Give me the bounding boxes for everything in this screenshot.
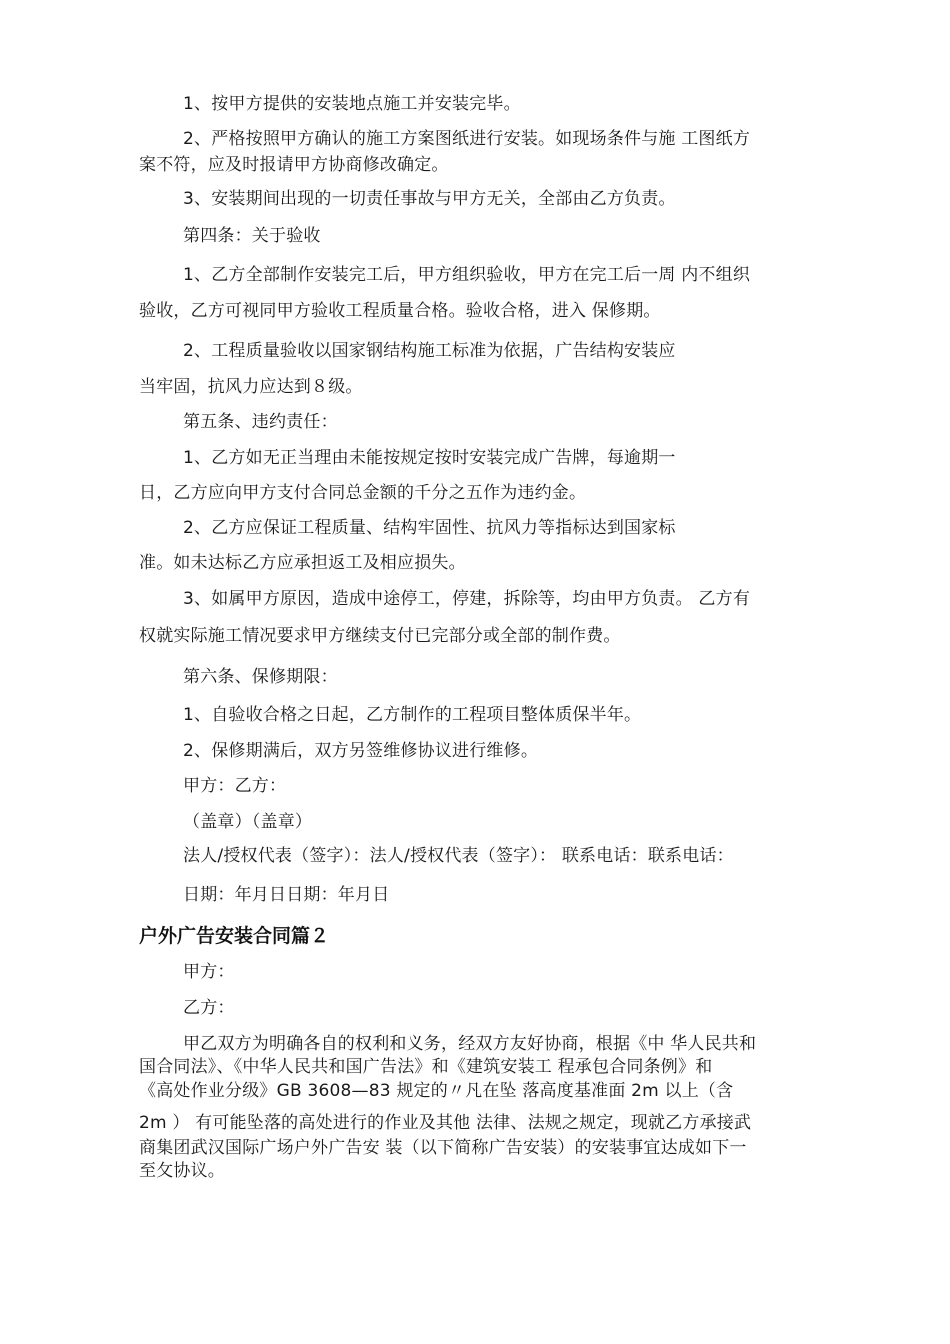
item-2-follow-drawings-line2: 案不符，应及时报请甲方协商修改确定。 [139,155,449,175]
article-6-p1: 1、自验收合格之日起，乙方制作的工程项目整体质保半年。 [183,705,642,725]
signature-seals: （盖章）（盖章） [183,812,313,832]
article-5-title: 第五条、违约责任： [183,412,338,432]
contract-2-intro-line3: 《高处作业分级》GB 3608—83 规定的〃凡在坠 落高度基准面 2m 以上（含 [139,1081,734,1101]
article-4-p2-line1: 2、工程质量验收以国家钢结构施工标准为依据，广告结构安装应 [183,341,676,361]
article-5-p1-line1: 1、乙方如无正当理由未能按规定按时安装完成广告牌，每逾期一 [183,448,676,468]
article-4-p1-line1: 1、乙方全部制作安装完工后，甲方组织验收，甲方在完工后一周 内不组织 [183,265,751,285]
article-5-p2-line1: 2、乙方应保证工程质量、结构牢固性、抗风力等指标达到国家标 [183,518,676,538]
contract-2-intro-line4: 2m ） 有可能坠落的高处进行的作业及其他 法律、法规之规定，现就乙方承接武 [139,1113,752,1133]
signature-dates: 日期：年月日日期：年月日 [183,885,390,905]
article-5-p1-line2: 日，乙方应向甲方支付合同总金额的千分之五作为违约金。 [139,483,587,503]
article-4-title: 第四条：关于验收 [183,226,321,246]
item-2-follow-drawings-line1: 2、严格按照甲方确认的施工方案图纸进行安装。如现场条件与施 工图纸方 [183,129,751,149]
contract-2-heading: 户外广告安装合同篇２ [139,925,330,947]
contract-2-party-b: 乙方： [183,998,235,1018]
article-6-title: 第六条、保修期限： [183,667,338,687]
contract-2-intro-line6: 至攵协议。 [139,1161,225,1181]
article-4-p1-line2: 验收，乙方可视同甲方验收工程质量合格。验收合格，进入 保修期。 [139,301,661,321]
contract-2-party-a: 甲方： [183,962,235,982]
contract-2-intro-line1: 甲乙双方为明确各自的权利和义务，经双方友好协商，根据《中 华人民共和 [183,1034,757,1054]
item-1-install-location: 1、按甲方提供的安装地点施工并安装完毕。 [183,94,521,114]
signature-representatives: 法人/授权代表（签字）：法人/授权代表（签字）： 联系电话：联系电话： [183,846,734,866]
article-6-p2: 2、保修期满后，双方另签维修协议进行维修。 [183,741,539,761]
contract-2-intro-line5: 商集团武汉国际广场户外广告安 装（以下简称广告安装）的安装事宜达成如下一 [139,1138,747,1158]
article-5-p3-line1: 3、如属甲方原因，造成中途停工，停建，拆除等，均由甲方负责。 乙方有 [183,589,751,609]
article-4-p2-line2: 当牢固，抗风力应达到８级。 [139,377,363,397]
contract-2-intro-line2: 国合同法》、《中华人民共和国广告法》和《建筑安装工 程承包合同条例》和 [139,1057,713,1077]
signature-parties: 甲方：乙方： [183,776,287,796]
article-5-p3-line2: 权就实际施工情况要求甲方继续支付已完部分或全部的制作费。 [139,626,621,646]
article-5-p2-line2: 准。如未达标乙方应承担返工及相应损失。 [139,553,466,573]
item-3-liability: 3、安装期间出现的一切责任事故与甲方无关，全部由乙方负责。 [183,189,676,209]
